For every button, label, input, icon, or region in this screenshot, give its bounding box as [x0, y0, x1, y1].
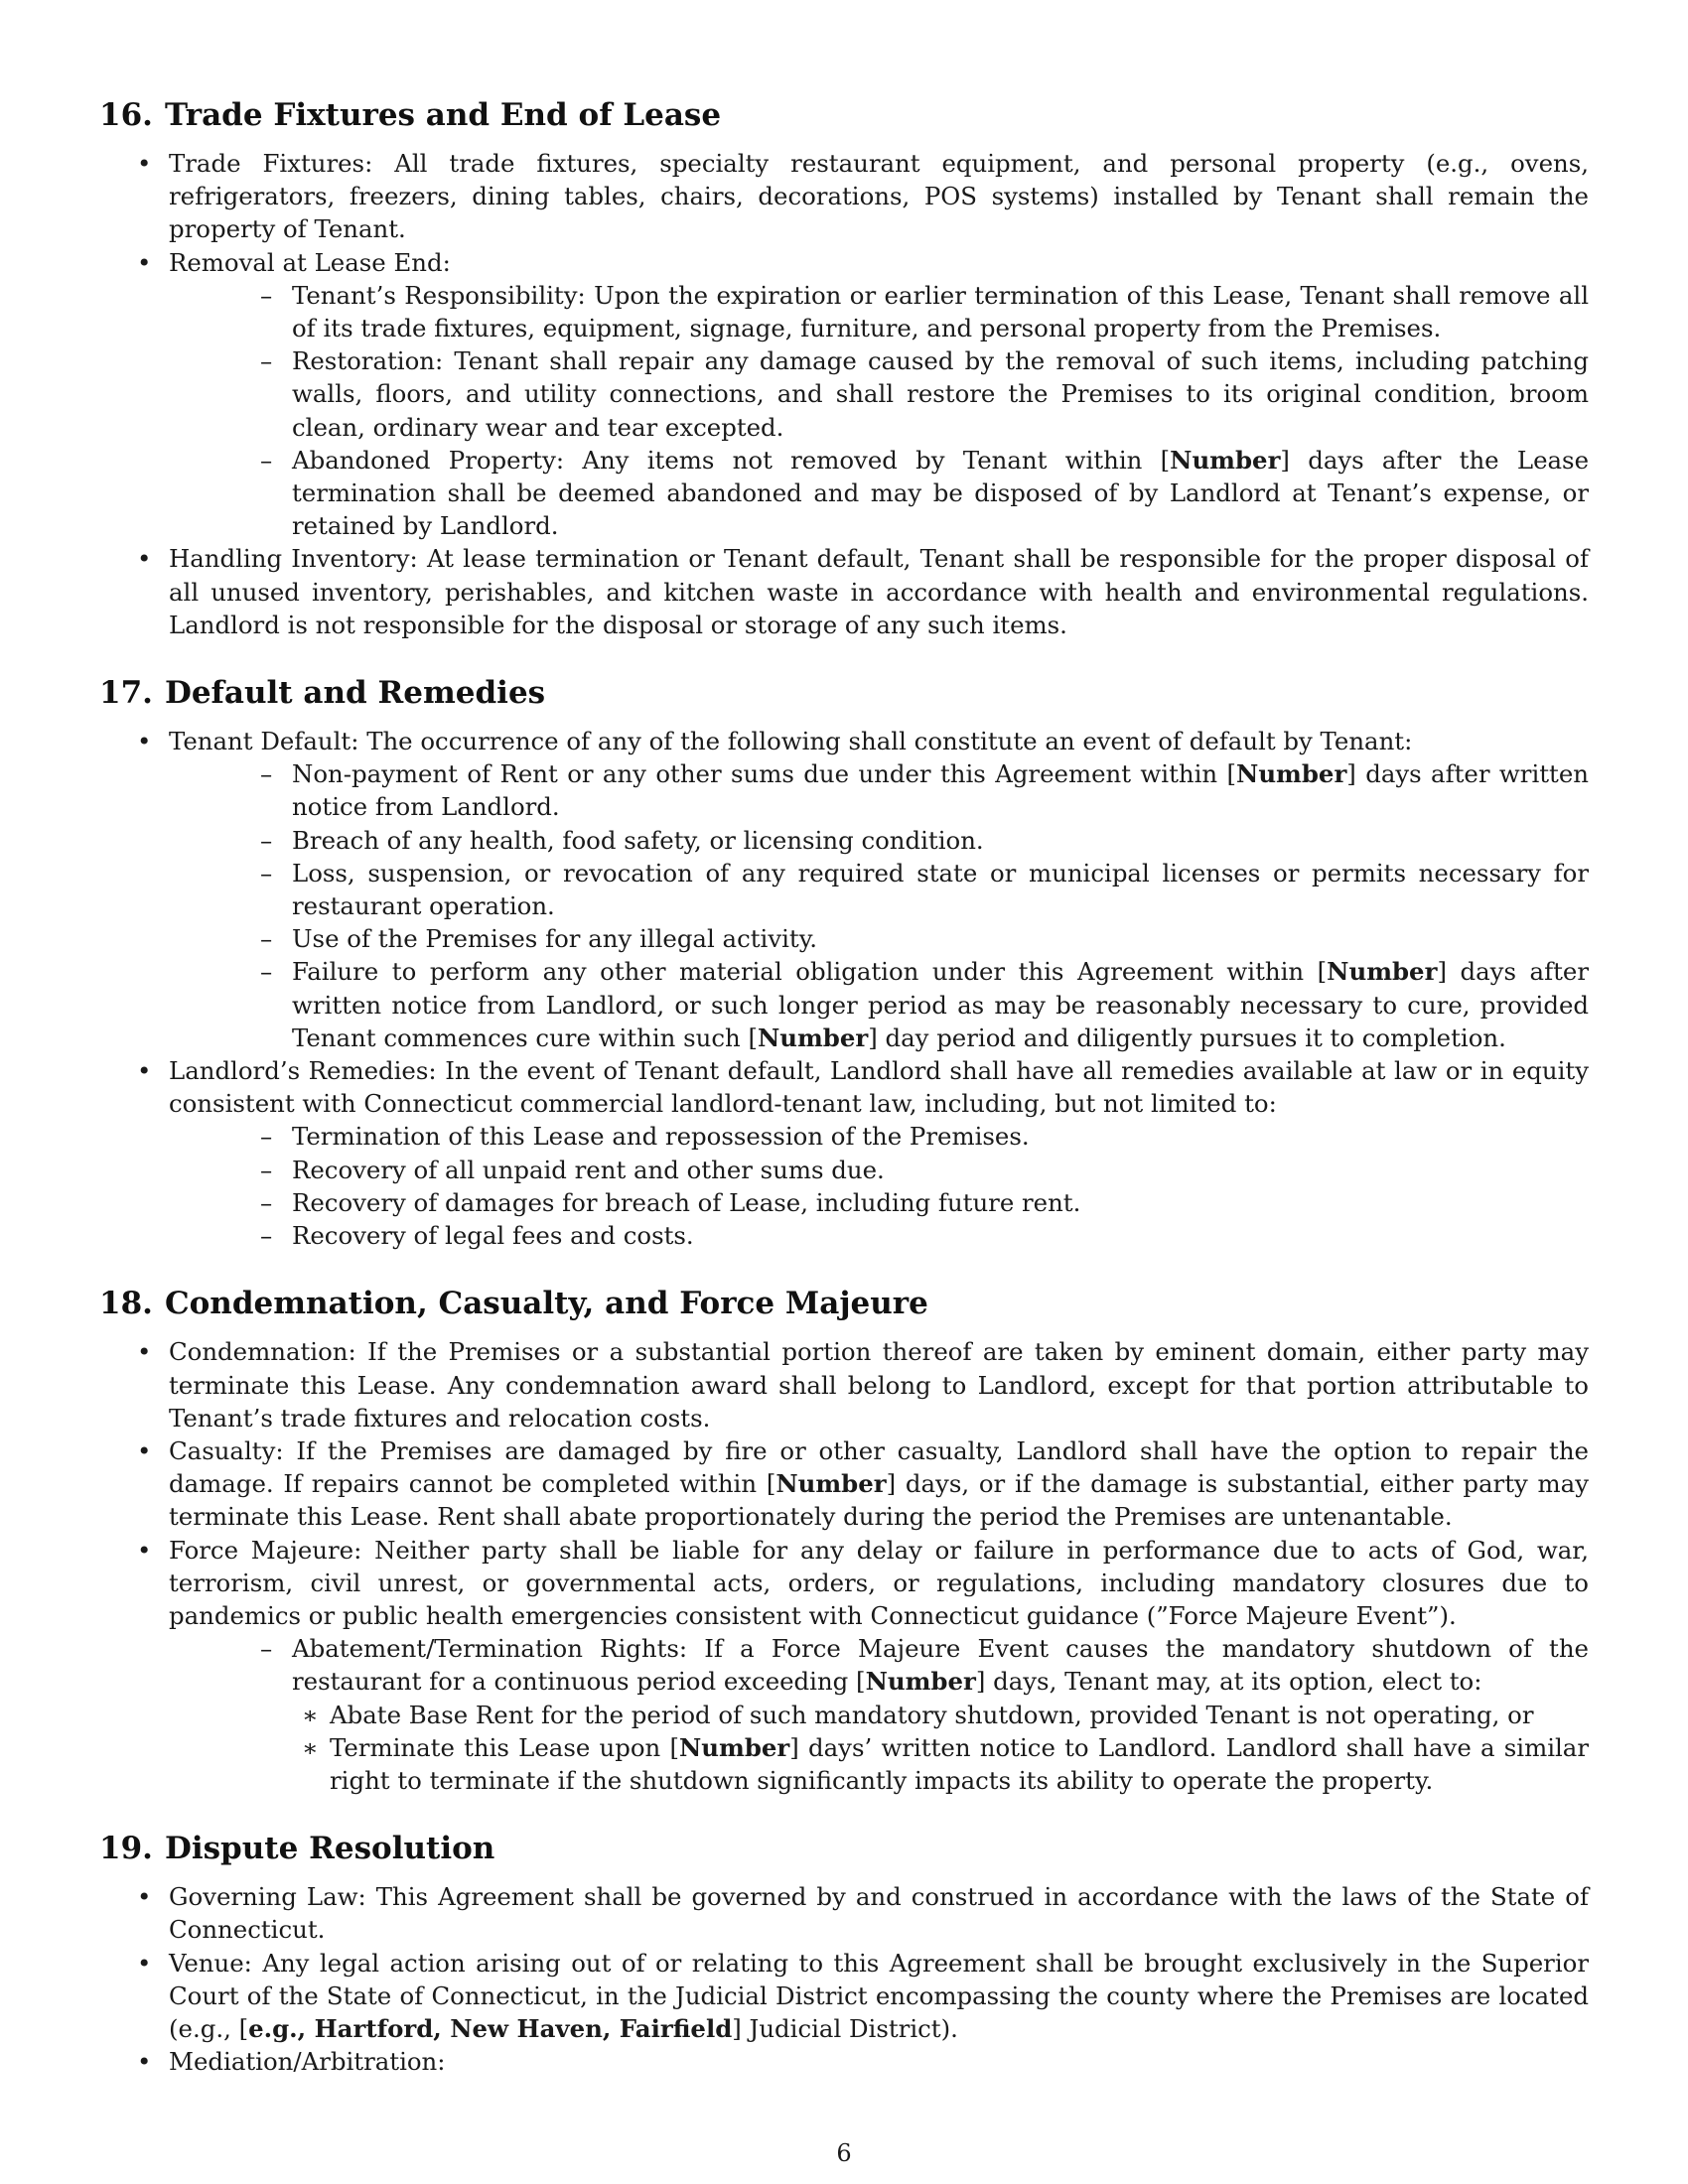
list-item: – Recovery of legal fees and costs. — [230, 1219, 1589, 1252]
list-item: – Use of the Premises for any illegal activity. — [230, 922, 1589, 955]
list-item: – Loss, suspension, or revocation of any required state or municipal licenses or permits necessary for restaurant operation. — [230, 857, 1589, 922]
section-heading: 19. Dispute Resolution — [99, 1831, 495, 1867]
sub-list — [161, 1120, 1589, 1252]
page-number: 6 — [836, 2139, 852, 2167]
placeholder-number: Number — [865, 1667, 976, 1697]
list-item: • Trade Fixtures: All trade fixtures, specialty restaurant equipment, and personal property (e.g., ovens, refrigerators, freezers, dining tables, chairs, decorations, POS systems) installed by Tenant shall remain the property of Tenant. — [99, 147, 1589, 246]
list-item: • Landlord’s Remedies: In the event of Tenant default, Landlord shall have all remedies available at law or in equity consistent with Connecticut commercial landlord-tenant law, including, but not limited to: – Termination of this Lease and repossession of the Premises. – Recovery of all unpaid rent and other sums due. – Recovery of damages for breach of Lease, including future rent. – Recovery of legal fees and costs. — [99, 1054, 1589, 1252]
list-item: • Condemnation: If the Premises or a substantial portion thereof are taken by eminent domain, either party may terminate this Lease. Any condemnation award shall belong to Landlord, except for that portion attributable to Tenant’s trade fixtures and relocation costs. — [99, 1335, 1589, 1434]
placeholder-number: Number — [775, 1469, 887, 1499]
section-16 — [99, 95, 1589, 641]
list-item: – Breach of any health, food safety, or licensing condition. — [230, 824, 1589, 857]
list-item: – Abatement/Termination Rights: If a Force Majeure Event causes the mandatory shutdown of the restaurant for a continuous period exceeding [Number] days, Tenant may, at its option, elect to: ∗ Abate Base Rent for the period of such mandatory shutdown, provided Tenant is not operating, or ∗ Terminate this Lease upon [Number] days’ written notice to Landlord. Landlord shall have a similar right to terminate if the shutdown significantly impacts its ability to operate the property. — [230, 1632, 1589, 1797]
section-heading: 17. Default and Remedies — [99, 675, 546, 712]
bullet-list — [99, 1335, 1589, 1797]
list-item: • Tenant Default: The occurrence of any of the following shall constitute an event of default by Tenant: – Non-payment of Rent or any other sums due under this Agreement within [Number] days after written notice from Landlord. – Breach of any health, food safety, or licensing condition. – Loss, suspension, or revocation of any required state or municipal licenses or permits necessary for restaurant operation. – Use of the Premises for any illegal activity. – Failure to perform any other material obligation under this Agreement within [Number] days after written notice from Landlord, or such longer period as may be reasonably necessary to cure, provided Tenant commences cure within such [Number] day period and diligently pursues it to completion. — [99, 725, 1589, 1054]
placeholder-districts: e.g., Hartford, New Haven, Fairfield — [248, 2013, 733, 2043]
list-item: – Failure to perform any other material obligation under this Agreement within [Number] days after written notice from Landlord, or such longer period as may be reasonably necessary to cure, provided Tenant commences cure within such [Number] day period and diligently pursues it to completion. — [230, 955, 1589, 1054]
placeholder-number: Number — [679, 1732, 790, 1762]
bullet-list — [99, 147, 1589, 641]
bullet-list — [99, 1880, 1589, 2078]
placeholder-number: Number — [1327, 957, 1438, 987]
sub-list — [161, 757, 1589, 1054]
placeholder-number: Number — [757, 1023, 869, 1052]
list-item: • Venue: Any legal action arising out of or relating to this Agreement shall be brought exclusively in the Superior Court of the State of Connecticut, in the Judicial District encompassing the county where the Premises are located (e.g., [e.g., Hartford, New Haven, Fairfield] Judicial District). — [99, 1947, 1589, 2046]
list-item: – Abandoned Property: Any items not removed by Tenant within [Number] days after the Lease termination shall be deemed abandoned and may be disposed of by Landlord at Tenant’s expense, or retained by Landlord. — [230, 444, 1589, 543]
list-item: • Handling Inventory: At lease termination or Tenant default, Tenant shall be responsible for the proper disposal of all unused inventory, perishables, and kitchen waste in accordance with health and environmental regulations. Landlord is not responsible for the disposal or storage of any such items. — [99, 542, 1589, 641]
list-item: • Casualty: If the Premises are damaged by fire or other casualty, Landlord shall have the option to repair the damage. If repairs cannot be completed within [Number] days, or if the damage is substantial, either party may terminate this Lease. Rent shall abate proportionately during the period the Premises are untenantable. — [99, 1434, 1589, 1534]
sub-list — [161, 1632, 1589, 1797]
sub-list — [161, 279, 1589, 543]
list-item: • Governing Law: This Agreement shall be governed by and construed in accordance with the laws of the State of Connecticut. — [99, 1880, 1589, 1946]
list-item: • Force Majeure: Neither party shall be liable for any delay or failure in performance due to acts of God, war, terrorism, civil unrest, or governmental acts, orders, or regulations, including mandatory closures due to pandemics or public health emergencies consistent with Connecticut guidance (”Force Majeure Event”). – Abatement/Termination Rights: If a Force Majeure Event causes the mandatory shutdown of the restaurant for a continuous period exceeding [Number] days, Tenant may, at its option, elect to: ∗ Abate Base Rent for the period of such mandatory shutdown, provided Tenant is not operating, or ∗ Terminate this Lease upon [Number] days’ written notice to Landlord. Landlord shall have a similar right to terminate if the shutdown significantly impacts its ability to operate the property. — [99, 1534, 1589, 1798]
list-item: – Non-payment of Rent or any other sums due under this Agreement within [Number] days after written notice from Landlord. — [230, 757, 1589, 823]
section-17 — [99, 673, 1589, 1252]
bullet-list — [99, 725, 1589, 1252]
section-heading: 18. Condemnation, Casualty, and Force Majeure — [99, 1286, 928, 1322]
placeholder-number: Number — [1236, 759, 1347, 789]
list-item: • Removal at Lease End: – Tenant’s Responsibility: Upon the expiration or earlier termination of this Lease, Tenant shall remove all of its trade fixtures, equipment, signage, furniture, and personal property from the Premises. – Restoration: Tenant shall repair any damage caused by the removal of such items, including patching walls, floors, and utility connections, and shall restore the Premises to its original condition, broom clean, ordinary wear and tear excepted. – Abandoned Property: Any items not removed by Tenant within [Number] days after the Lease termination shall be deemed abandoned and may be disposed of by Landlord at Tenant’s expense, or retained by Landlord. — [99, 246, 1589, 543]
section-heading: 16. Trade Fixtures and End of Lease — [99, 97, 722, 133]
section-18 — [99, 1284, 1589, 1797]
document-page — [99, 95, 1589, 2110]
list-item: – Tenant’s Responsibility: Upon the expiration or earlier termination of this Lease, Tenant shall remove all of its trade fixtures, equipment, signage, furniture, and personal property from the Premises. — [230, 279, 1589, 344]
list-item: • Mediation/Arbitration: — [99, 2045, 1589, 2078]
list-item: ∗ Terminate this Lease upon [Number] days’ written notice to Landlord. Landlord shall have a similar right to terminate if the shutdown significantly impacts its ability to operate the property. — [280, 1731, 1589, 1797]
placeholder-number: Number — [1170, 445, 1281, 475]
list-item: – Termination of this Lease and repossession of the Premises. — [230, 1120, 1589, 1153]
list-item: ∗ Abate Base Rent for the period of such mandatory shutdown, provided Tenant is not operating, or — [280, 1699, 1589, 1731]
list-item: – Recovery of damages for breach of Lease, including future rent. — [230, 1186, 1589, 1219]
list-item: – Recovery of all unpaid rent and other sums due. — [230, 1154, 1589, 1186]
sub-sub-list — [280, 1699, 1589, 1798]
section-19 — [99, 1829, 1589, 2078]
list-item: – Restoration: Tenant shall repair any damage caused by the removal of such items, including patching walls, floors, and utility connections, and shall restore the Premises to its original condition, broom clean, ordinary wear and tear excepted. — [230, 344, 1589, 444]
